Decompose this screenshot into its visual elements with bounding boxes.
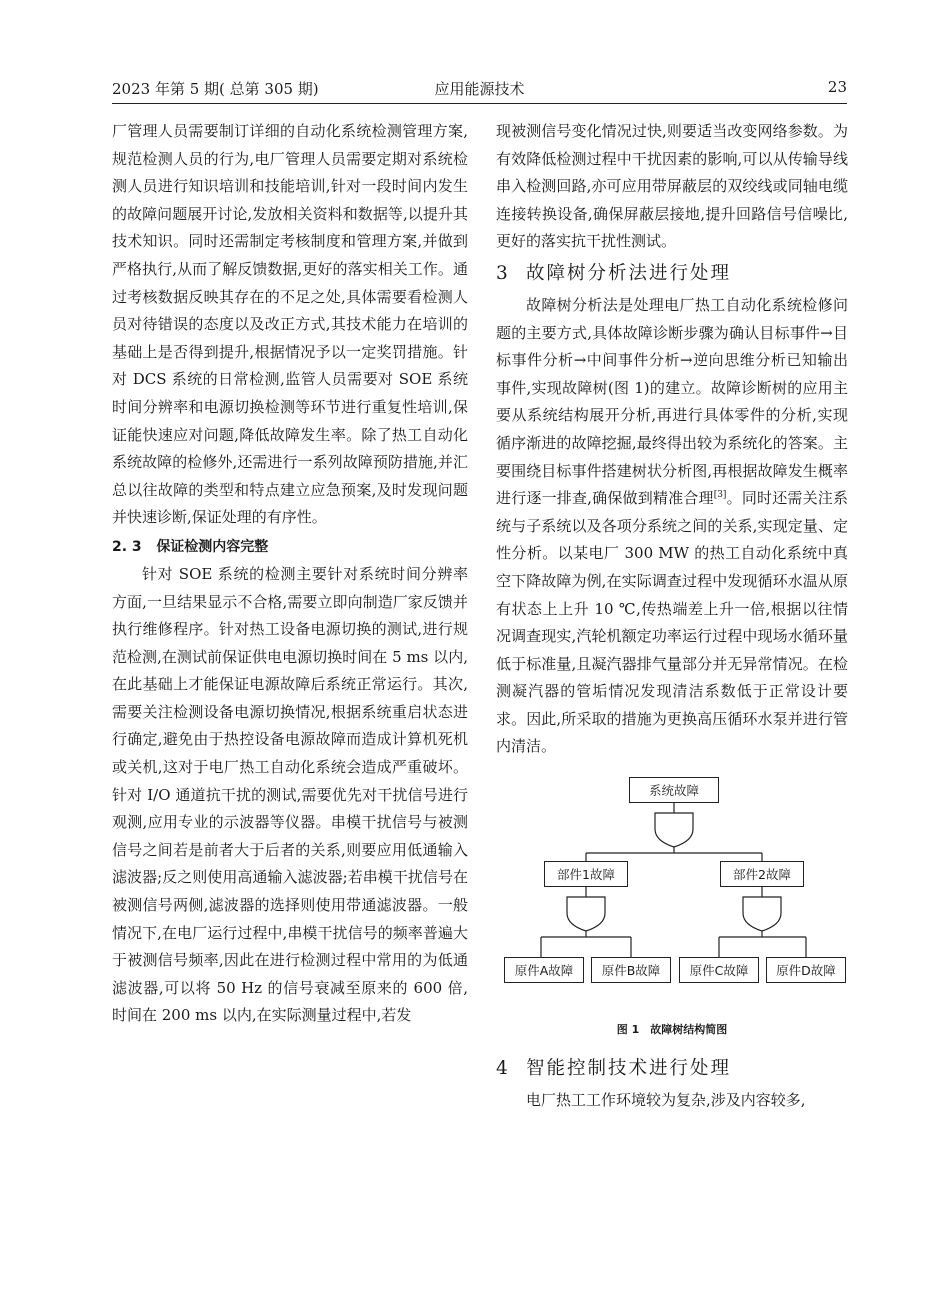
paragraph-fault-tree (496, 292, 848, 761)
top-event-box: 系统故障 (629, 777, 719, 803)
page-number: 23 (827, 78, 847, 96)
figure-caption: 图 1 故障树结构简图 (616, 1023, 728, 1037)
journal-name: 应用能源技术 (434, 80, 525, 98)
section-4-number: 4 (496, 1058, 508, 1080)
basic-event-d-box: 原件D故障 (766, 957, 846, 983)
paragraph-smart-control: 电厂热工工作环境较为复杂,涉及内容较多, (526, 1091, 806, 1110)
citation-ref[interactable]: [3] (713, 490, 727, 501)
section-3-number: 3 (496, 262, 508, 284)
left-or-gate (567, 897, 605, 931)
mid-event-1-box: 部件1故障 (544, 861, 628, 887)
section-3-heading (496, 256, 848, 292)
section-2-3-title: 保证检测内容完整 (156, 538, 269, 555)
fault-tree-text-b: 。同时还需关注系统与子系统以及各项分系统之间的关系,实现定量、定性分析。以某电厂 300 MW 的热工自动化系统中真空下降故障为例,在实际调查过程中发现循环水温从原有状态上上升 10 ℃,传热端差上升一倍,根据以往情况调查现实,汽轮机额定功率运行过程中现场水循环量低于标准量,且凝汽器排气量部分并无异常情况。在检测凝汽器的管垢情况发现清洁系数低于正常设计要求。因此,所采取的措施为更换高压循环水泵并进行管内清洁。 (496, 489, 848, 756)
paragraph-management: 厂管理人员需要制订详细的自动化系统检测管理方案,规范检测人员的行为,电厂管理人员需要定期对系统检测人员进行知识培训和技能培训,针对一段时间内发生的故障问题展开讨论,发放相关资料和数据等,以提升其技术知识。同时还需制定考核制度和管理方案,并做到严格执行,从而了解反馈数据,更好的落实相关工作。通过考核数据反映其存在的不足之处,具体需要看检测人员对待错误的态度以及改正方式,其技术能力在培训的基础上是否得到提升,根据情况予以一定奖罚措施。针对 DCS 系统的日常检测,监管人员需要对 SOE 系统时间分辨率和电源切换检测等环节进行重复性培训,保证能快速应对问题,降低故障发生率。除了热工自动化系统故障的检修外,还需进行一系列故障预防措施,并汇总以往故障的类型和特点建立应急预案,及时发现问题并快速诊断,保证处理的有序性。 (112, 122, 468, 527)
section-3-title: 故障树分析法进行处理 (526, 262, 732, 284)
paragraph-detection: 针对 SOE 系统的检测主要针对系统时间分辨率方面,一旦结果显示不合格,需要立即向制造厂家反馈并执行维修程序。针对热工设备电源切换的测试,进行规范检测,在测试前保证供电电源切换时间在 5 ms 以内,在此基础上才能保证电源故障后系统正常运行。其次,需要关注检测设备电源切换情况,根据系统重启状态进行确定,避免由于热控设备电源故障而造成计算机死机或关机,这对于电厂热工自动化系统会造成严重破坏。针对 I/O 通道抗干扰的测试,需要优先对干扰信号进行观测,应用专业的示波器等仪器。串模干扰信号与被测信号之间若是前者大于后者的关系,则要应用低通输入滤波器;反之则使用高通输入滤波器;若串模干扰信号在被测信号两侧,滤波器的选择则使用带通滤波器。一般情况下,在电厂运行过程中,串模干扰信号的频率普遍大于被测信号频率,因此在进行检测过程中常用的为低通滤波器,可以将 50 Hz 的信号衰减至原来的 600 倍,时间在 200 ms 以内,在实际测量过程中,若发 (112, 564, 468, 1025)
basic-event-a-box: 原件A故障 (504, 957, 584, 983)
right-or-gate (743, 897, 781, 931)
section-2-3-number: 2. 3 (112, 538, 142, 555)
paragraph-continued: 现被测信号变化情况过快,则要适当改变网络参数。为有效降低检测过程中干扰因素的影响,可以从传输导线串入检测回路,亦可应用带屏蔽层的双绞线或同轴电缆连接转换设备,确保屏蔽层接地,提升回路信号信噪比,更好的落实抗干扰性测试。 (496, 122, 848, 251)
section-4-title: 智能控制技术进行处理 (526, 1058, 732, 1080)
header-rule (112, 103, 847, 104)
top-or-gate (655, 813, 693, 847)
basic-event-c-box: 原件C故障 (679, 957, 759, 983)
section-2-3-heading (112, 535, 468, 559)
section-4-heading (496, 1051, 848, 1087)
mid-event-2-box: 部件2故障 (720, 861, 804, 887)
left-column (112, 118, 468, 1030)
fault-tree-text-a: 故障树分析法是处理电厂热工自动化系统检修问题的主要方式,具体故障诊断步骤为确认目标事件→目标事件分析→中间事件分析→逆向思维分析已知输出事件,实现故障树(图 1)的建立。故障诊断树的应用主要从系统结构展开分析,再进行具体零件的分析,实现循序渐进的故障挖掘,最终得出较为系统化的答案。主要围绕目标事件搭建树状分析图,再根据故障发生概率进行逐一排查,确保做到精准合理 (496, 295, 848, 508)
running-header (112, 78, 847, 100)
journal-issue: 2023 年第 5 期( 总第 305 期) (112, 80, 319, 98)
fault-tree-figure (496, 771, 848, 1051)
right-column (496, 118, 848, 1115)
basic-event-b-box: 原件B故障 (591, 957, 671, 983)
